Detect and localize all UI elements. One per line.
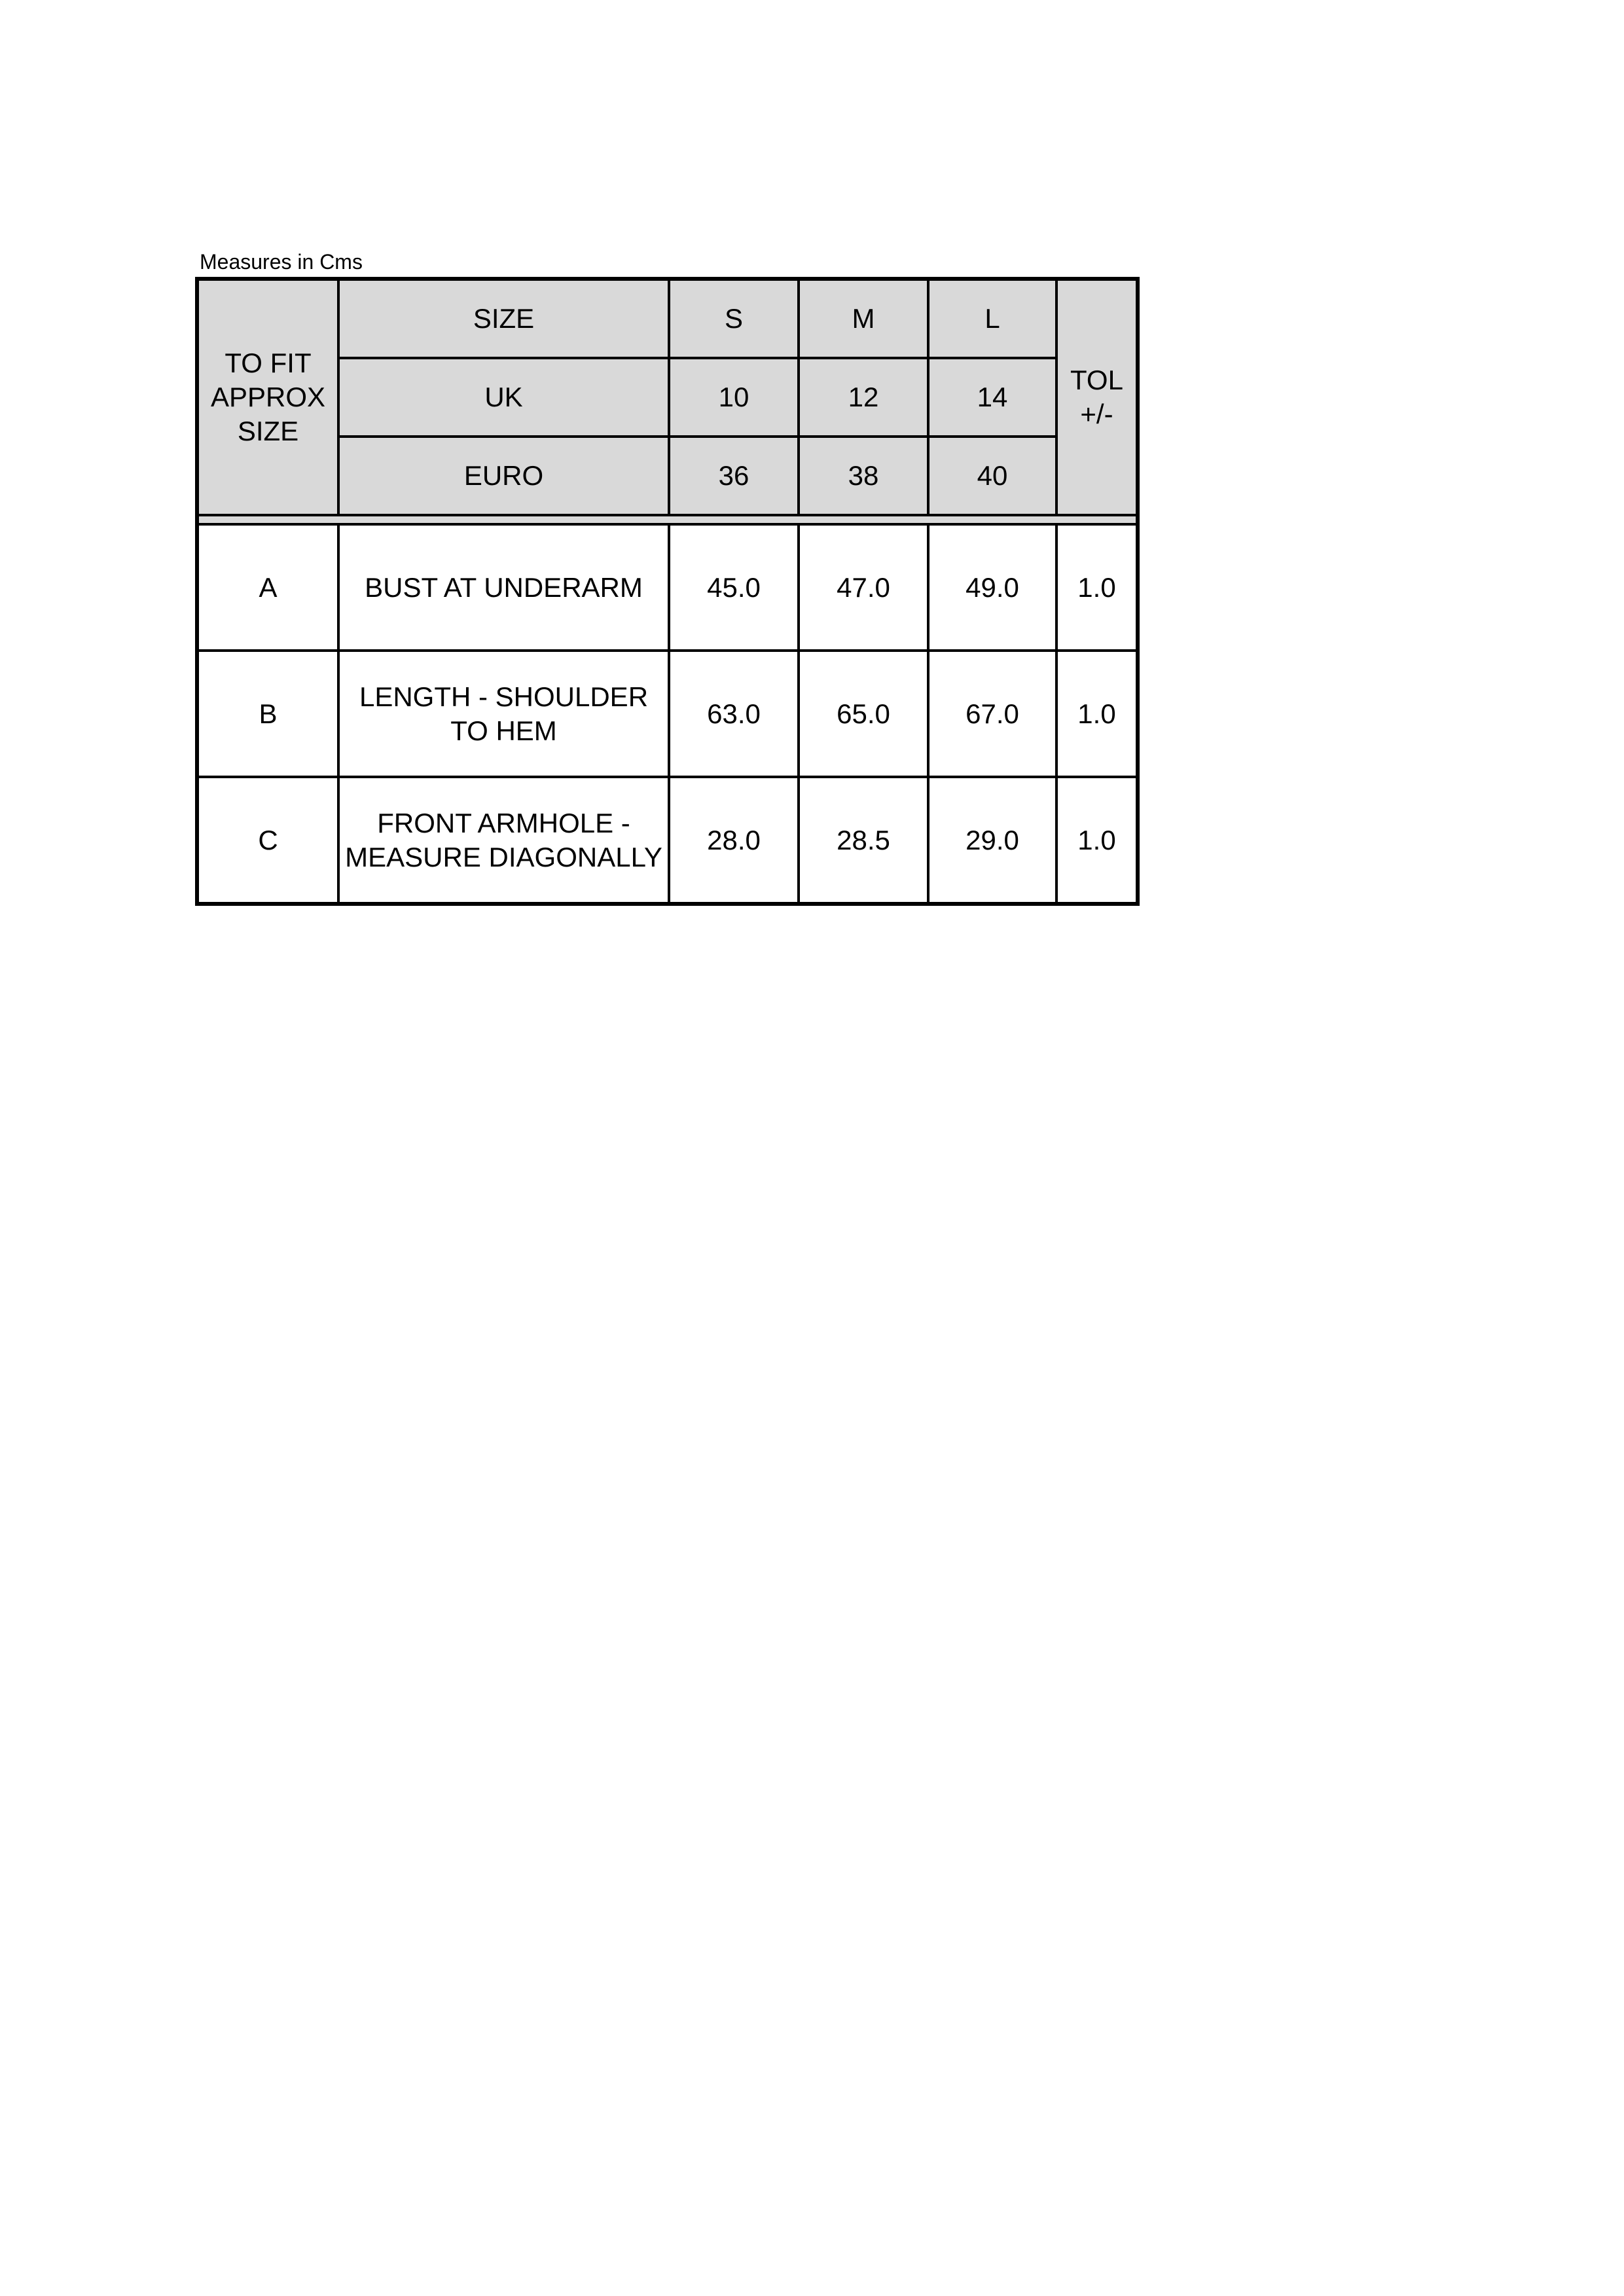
row-value-m: 47.0 [799,524,928,651]
header-size-l: L [928,279,1056,358]
row-value-l: 49.0 [928,524,1056,651]
row-value-m: 65.0 [799,651,928,777]
separator-cell [197,515,1138,524]
row-description: LENGTH - SHOULDER TO HEM [338,651,669,777]
size-chart-table [195,277,1140,906]
row-code: B [197,651,338,777]
table-row [197,651,1138,777]
tol-label-cell: TOL +/- [1056,279,1138,515]
row-value-s: 45.0 [669,524,799,651]
row-value-l: 67.0 [928,651,1056,777]
header-size-s: S [669,279,799,358]
header-uk-m: 12 [799,358,928,437]
header-row-euro [197,437,1138,515]
table-row [197,524,1138,651]
header-size-m: M [799,279,928,358]
row-value-s: 28.0 [669,777,799,904]
row-description: FRONT ARMHOLE - MEASURE DIAGONALLY [338,777,669,904]
header-euro-l: 40 [928,437,1056,515]
row-code: C [197,777,338,904]
row-tol: 1.0 [1056,524,1138,651]
measures-caption: Measures in Cms [200,250,363,274]
header-row-size [197,279,1138,358]
header-label-uk: UK [338,358,669,437]
fit-label-cell: TO FIT APPROX SIZE [197,279,338,515]
row-value-l: 29.0 [928,777,1056,904]
header-row-uk [197,358,1138,437]
header-euro-m: 38 [799,437,928,515]
header-label-size: SIZE [338,279,669,358]
header-uk-s: 10 [669,358,799,437]
header-separator [197,515,1138,524]
header-label-euro: EURO [338,437,669,515]
row-value-s: 63.0 [669,651,799,777]
header-euro-s: 36 [669,437,799,515]
row-code: A [197,524,338,651]
row-description: BUST AT UNDERARM [338,524,669,651]
table-row [197,777,1138,904]
row-tol: 1.0 [1056,777,1138,904]
row-tol: 1.0 [1056,651,1138,777]
row-value-m: 28.5 [799,777,928,904]
header-uk-l: 14 [928,358,1056,437]
